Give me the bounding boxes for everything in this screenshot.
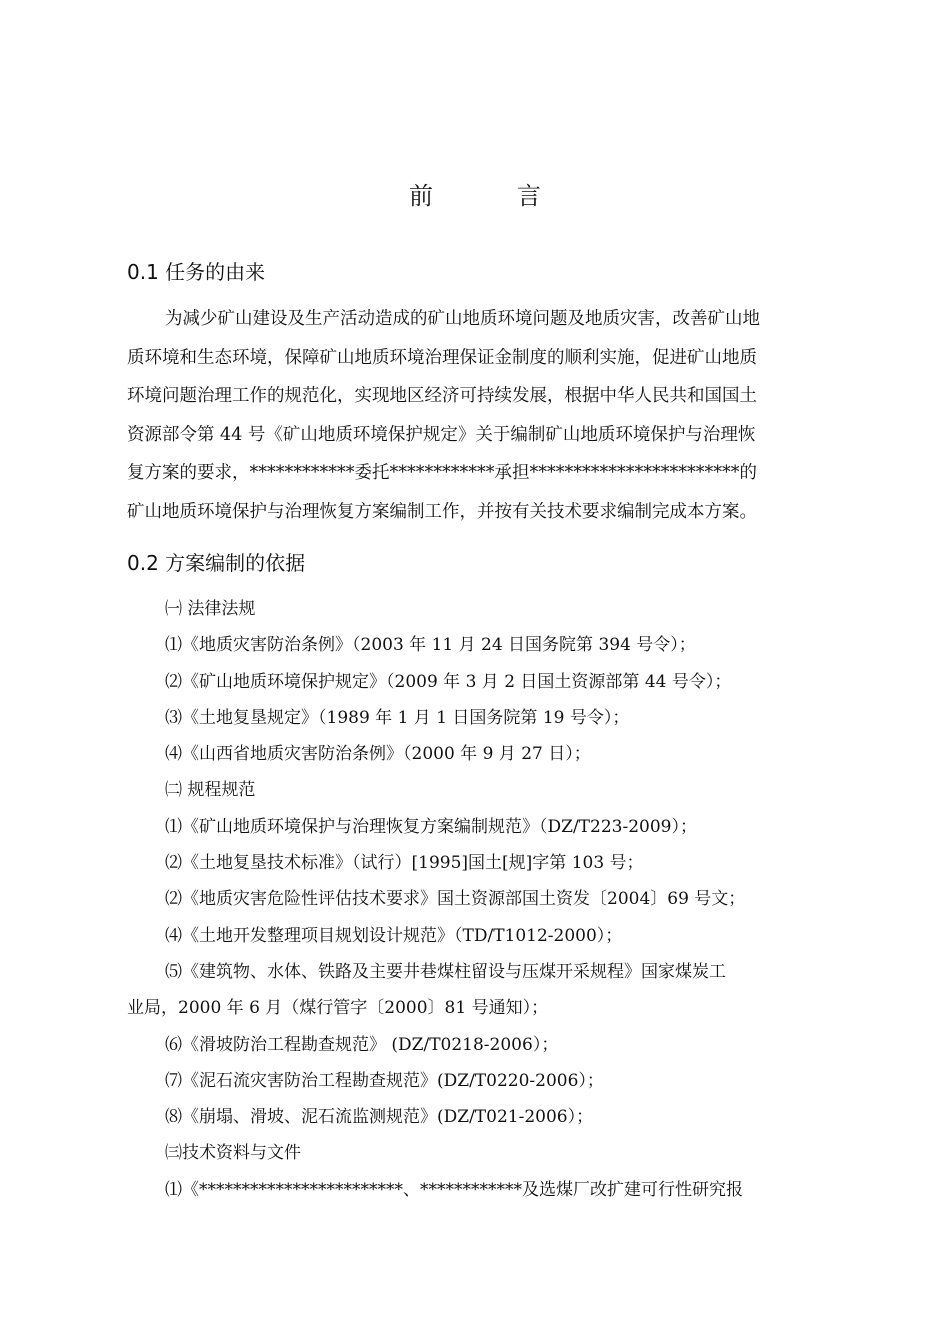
list-item: ⑵《土地复垦技术标准》（试行）[1995]国土[规]字第 103 号； xyxy=(165,853,644,874)
list-item: ⑸《建筑物、水体、铁路及主要井巷煤柱留设与压煤开采规程》国家煤炭工 xyxy=(165,961,726,982)
list-item: ⑺《泥石流灾害防治工程勘查规范》(DZ/T0220-2006）； xyxy=(165,1070,604,1091)
paragraph-line: 质环境和生态环境，保障矿山地质环境治理保证金制度的顺利实施，促进矿山地质 xyxy=(127,347,757,368)
paragraph-line: 矿山地质环境保护与治理恢复方案编制工作，并按有关技术要求编制完成本方案。 xyxy=(127,501,757,522)
list-item: ⑻《崩塌、滑坡、泥石流监测规范》(DZ/T021-2006）； xyxy=(165,1107,594,1128)
list-item: ⑹《滑坡防治工程勘查规范》 (DZ/T0218-2006）； xyxy=(165,1034,559,1055)
list-category-technical: ㈢技术资料与文件 xyxy=(165,1143,301,1164)
list-item: ⑶《土地复垦规定》（1989 年 1 月 1 日国务院第 19 号令）； xyxy=(165,707,630,728)
list-item: ⑷《土地开发整理项目规划设计规范》（TD/T1012-2000）； xyxy=(165,925,623,946)
page-title: 前 言 xyxy=(409,182,571,210)
list-item: ⑴《矿山地质环境保护与治理恢复方案编制规范》（DZ/T223-2009）； xyxy=(165,816,697,837)
paragraph-line: 资源部令第 44 号《矿山地质环境保护规定》关于编制矿山地质环境保护与治理恢 xyxy=(127,424,756,445)
section-origin-paragraph xyxy=(127,300,827,531)
list-item: ⑴《************************、************及选煤厂改扩建可行性研究报 xyxy=(165,1179,743,1200)
list-item-continuation: 业局，2000 年 6 月（煤行管字〔2000〕81 号通知）； xyxy=(127,998,549,1019)
list-category-laws: ㈠ 法律法规 xyxy=(165,599,256,619)
list-item: ⑵《矿山地质环境保护规定》（2009 年 3 月 2 日国土资源部第 44 号令）； xyxy=(165,671,732,692)
list-item: ⑴《地质灾害防治条例》（2003 年 11 月 24 日国务院第 394 号令）； xyxy=(165,635,696,656)
basis-list xyxy=(127,591,827,1208)
list-category-standards: ㈡ 规程规范 xyxy=(165,780,256,801)
paragraph-line: 复方案的要求，************委托************承担************************的 xyxy=(127,463,757,483)
paragraph-line: 环境问题治理工作的规范化，实现地区经济可持续发展，根据中华人民共和国国土 xyxy=(127,386,757,406)
section-heading-basis: 0.2 方案编制的依据 xyxy=(127,551,306,575)
list-item: ⑵《地质灾害危险性评估技术要求》国土资源部国土资发〔2004〕69 号文； xyxy=(165,889,746,910)
section-heading-origin: 0.1 任务的由来 xyxy=(127,260,266,284)
paragraph-line: 为减少矿山建设及生产活动造成的矿山地质环境问题及地质灾害，改善矿山地 xyxy=(165,309,760,329)
list-item: ⑷《山西省地质灾害防治条例》（2000 年 9 月 27 日）； xyxy=(165,744,591,765)
